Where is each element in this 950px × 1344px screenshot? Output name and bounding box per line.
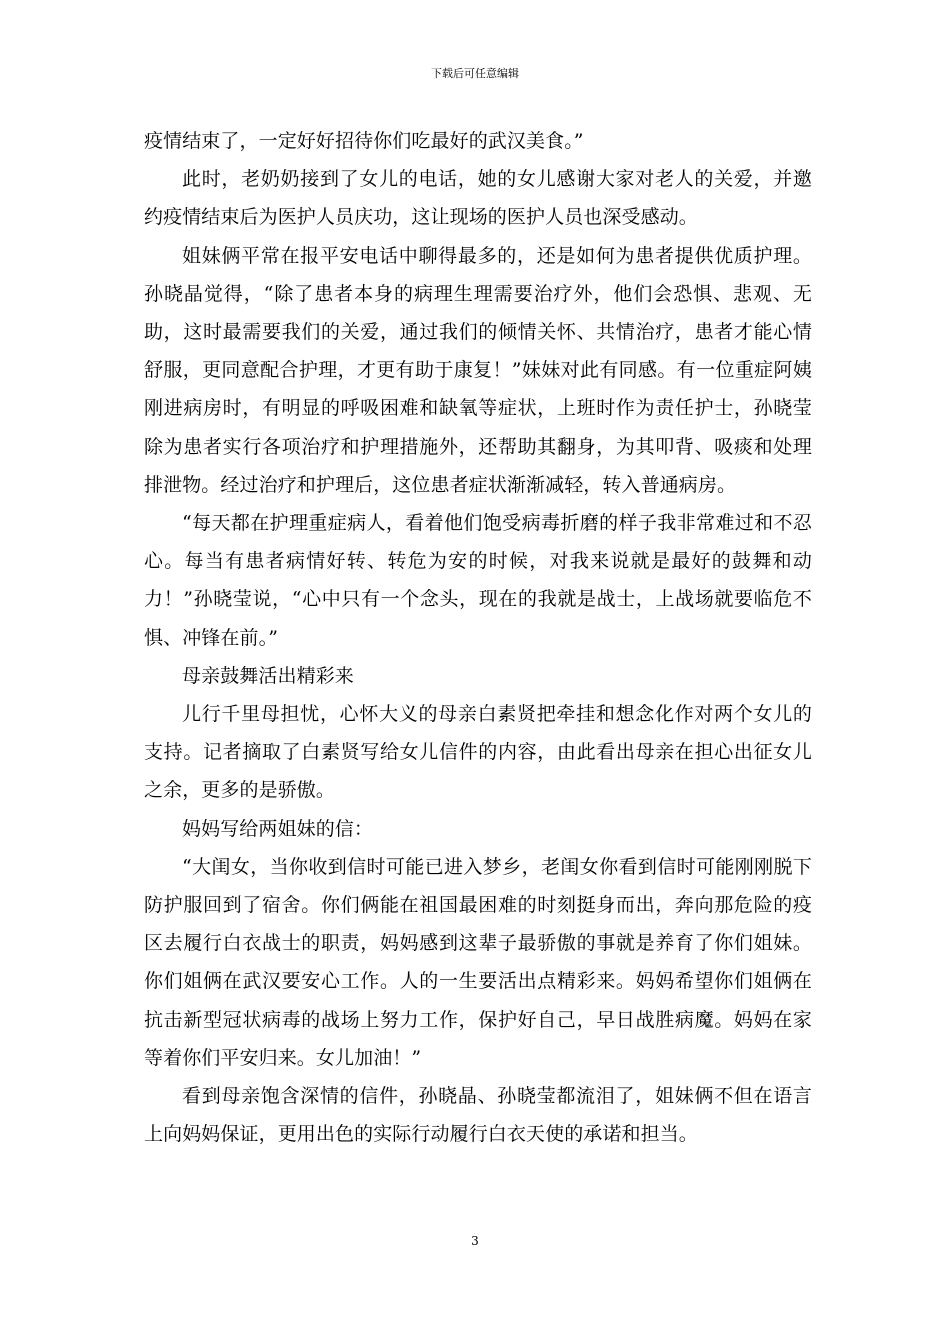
- paragraph-mother-support: 儿行千里母担忧，心怀大义的母亲白素贤把牵挂和想念化作对两个女儿的支持。记者摘取了白素贤写给女儿信件的内容，由此看出母亲在担心出征女儿之余，更多的是骄傲。: [144, 703, 812, 802]
- section-heading: 母亲鼓舞活出精彩来: [182, 664, 354, 687]
- paragraph-letter-intro: 妈妈写给两姐妹的信：: [182, 817, 374, 840]
- paragraph-nursing-care: 姐妹俩平常在报平安电话中聊得最多的，还是如何为患者提供优质护理。孙晓晶觉得，“除了患者本身的病理生理需要治疗外，他们会恐惧、悲观、无助，这时最需要我们的关爱，通过我们的倾情关怀、共情治疗，患者才能心情舒服，更同意配合护理，才更有助于康复！”妹妹对此有同感。有一位重症阿姨刚进病房时，有明显的呼吸困难和缺氧等症状，上班时作为责任护士，孙晓莹除为患者实行各项治疗和护理措施外，还帮助其翻身，为其叩背、吸痰和处理排泄物。经过治疗和护理后，这位患者症状渐渐减轻，转入普通病房。: [144, 244, 812, 496]
- page-number: 3: [471, 1234, 479, 1248]
- paragraph-letter-content: “大闺女，当你收到信时可能已进入梦乡，老闺女你看到信时可能刚刚脱下防护服回到了宿舍。你们俩能在祖国最困难的时刻挺身而出，奔向那危险的疫区去履行白衣战士的职责，妈妈感到这辈子最骄傲的事就是养育了你们姐妹。你们姐俩在武汉要安心工作。人的一生要活出点精彩来。妈妈希望你们姐俩在抗击新型冠状病毒的战场上努力工作，保护好自己，早日战胜病魔。妈妈在家等着你们平安归来。女儿加油！”: [144, 855, 812, 1069]
- paragraph-continuation: 疫情结束了，一定好好招待你们吃最好的武汉美食。”: [144, 130, 584, 152]
- document-body: [144, 122, 812, 1153]
- paragraph-daughter-call: 此时，老奶奶接到了女儿的电话，她的女儿感谢大家对老人的关爱，并邀约疫情结束后为医护人员庆功，这让现场的医护人员也深受感动。: [144, 168, 812, 229]
- page-header: 下载后可任意编辑: [431, 67, 519, 80]
- paragraph-conclusion: 看到母亲饱含深情的信件，孙晓晶、孙晓莹都流泪了，姐妹俩不但在语言上向妈妈保证，更用出色的实际行动履行白衣天使的承诺和担当。: [144, 1085, 812, 1146]
- paragraph-quote-sun-xiaoying: “每天都在护理重症病人，看着他们饱受病毒折磨的样子我非常难过和不忍心。每当有患者病情好转、转危为安的时候，对我来说就是最好的鼓舞和动力！”孙晓莹说，“心中只有一个念头，现在的我就是战士，上战场就要临危不惧、冲锋在前。”: [144, 512, 812, 649]
